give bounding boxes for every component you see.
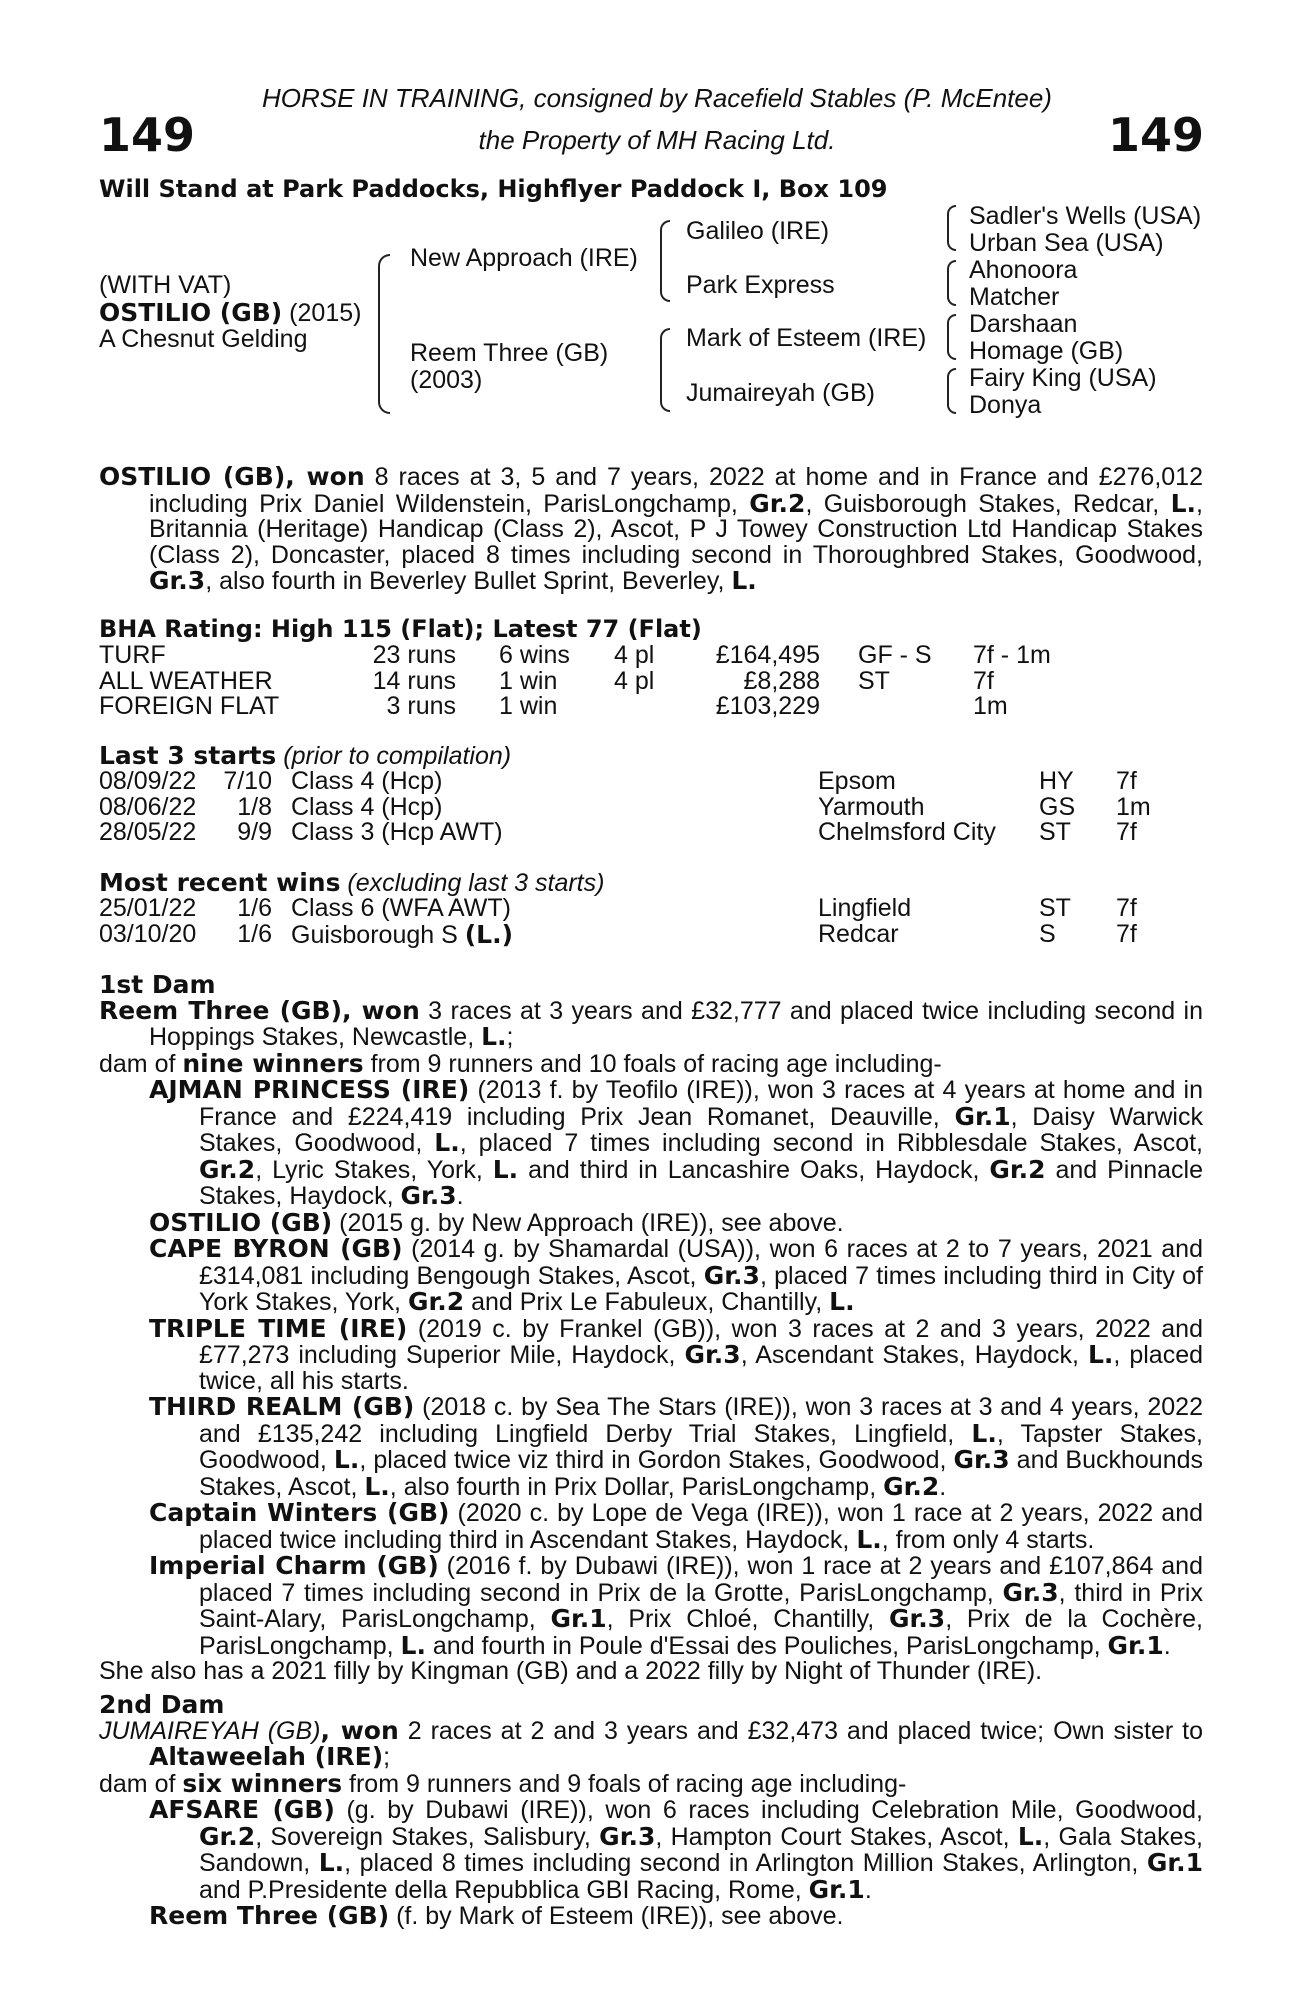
pedigree-dds: Fairy King (USA)	[969, 364, 1157, 392]
text-run: Gr.3	[953, 1445, 1010, 1474]
dam-won: , won	[320, 1715, 399, 1745]
text-run: .	[456, 1182, 464, 1210]
race-class: Guisborough S (L.)	[291, 919, 513, 949]
race-distance: 7f	[1116, 767, 1137, 795]
race-going: ST	[1039, 894, 1071, 922]
race-course: Chelmsford City	[818, 818, 996, 846]
text-run: , Prix de la Cochère, ParisLongchamp,	[199, 1605, 1203, 1660]
text-run: , third in Prix Saint-Alary, ParisLongchamp,	[199, 1578, 1203, 1633]
text-run: (2013 f. by Teofilo (IRE)), won 3 races at 4 years at home and in France and £224,419 including Prix Jean Romanet, Deauville,	[199, 1076, 1203, 1131]
text-run: , from only 4 starts.	[881, 1525, 1095, 1554]
race-class: Class 4 (Hcp)	[291, 767, 443, 795]
text-run: , Daisy Warwick Stakes, Goodwood,	[199, 1102, 1203, 1157]
race-class: Class 3 (Hcp AWT)	[291, 818, 503, 846]
progeny-name: THIRD REALM (GB)	[149, 1392, 415, 1421]
pedigree-ssd: Urban Sea (USA)	[969, 229, 1164, 257]
stand-location: Will Stand at Park Paddocks, Highflyer Paddock I, Box 109	[99, 175, 888, 203]
race-date: 25/01/22	[99, 894, 197, 922]
rating-going: GF - S	[858, 641, 932, 669]
pedigree-sss: Sadler's Wells (USA)	[969, 202, 1202, 230]
summary-text: , also fourth in Beverley Bullet Sprint, Beverley,	[205, 567, 732, 595]
property-line: the Property of MH Racing Ltd.	[478, 125, 836, 155]
last3-title: Last 3 starts	[99, 741, 277, 770]
rating-placed: 4 pl	[614, 641, 655, 669]
pedigree-ddd: Donya	[969, 391, 1042, 419]
progeny-entry	[99, 1500, 1203, 1553]
rating-surface: TURF	[99, 641, 166, 669]
text-run: .	[939, 1472, 947, 1501]
race-class: Class 6 (WFA AWT)	[291, 894, 511, 922]
text-run: (2014 g. by Shamardal (USA)), won 6 races at 2 to 7 years, 2021 and £314,081 including Bengough Stakes, Ascot,	[199, 1235, 1203, 1290]
race-course: Redcar	[818, 919, 899, 948]
text-run: Gr.1	[808, 1874, 865, 1904]
race-course: Yarmouth	[818, 792, 925, 821]
text-run: and P.Presidente della Repubblica GBI Racing, Rome,	[199, 1875, 809, 1904]
pedigree-dss: Darshaan	[969, 310, 1078, 338]
text-run: L.	[829, 1287, 855, 1316]
text-run: Gr.3	[400, 1181, 457, 1210]
progeny-entry	[99, 1394, 1203, 1500]
race-distance: 1m	[1116, 792, 1151, 821]
text-run: L.	[333, 1445, 360, 1474]
second-dam-section	[99, 1692, 1203, 1930]
lot-number-right: 149	[1107, 108, 1204, 162]
race-going: HY	[1039, 767, 1074, 795]
race-position: 1/6	[237, 894, 272, 922]
rating-surface: FOREIGN FLAT	[99, 692, 280, 720]
text-run: Gr.3	[599, 1821, 656, 1851]
first-dam-name: Reem Three (GB), won	[99, 995, 420, 1025]
text-run: , Prix Chloé, Chantilly,	[606, 1605, 889, 1633]
text-run: ;	[383, 1743, 391, 1771]
text-run: Gr.2	[883, 1471, 940, 1501]
dam-text: 3 races at 3 years and £32,777 and placed twice including second in Hoppings Stakes, Newcastle,	[149, 996, 1203, 1051]
summary-text: , Guisborough Stakes, Redcar,	[805, 489, 1171, 518]
text-run: L.	[856, 1524, 882, 1554]
text-run: (2018 c. by Sea The Stars (IRE)), won 3 races at 3 and 4 years, 2022 and £135,242 including Lingfield Derby Trial Stakes, Lingfield,	[199, 1393, 1203, 1448]
progeny-entry	[99, 1207, 1203, 1237]
race-date: 08/06/22	[99, 792, 197, 821]
pedigree-brace-dd	[947, 368, 956, 414]
first-dam-heading: 1st Dam	[99, 970, 216, 999]
text-run: L.	[364, 1471, 390, 1501]
text-run: (2016 f. by Dubawi (IRE)), won 1 race at 2 years and £107,864 and placed 7 times including second in Prix de la Grotte, ParisLongchamp,	[199, 1552, 1203, 1607]
text-run: , placed 8 times including second in Arlington Million Stakes, Arlington,	[344, 1849, 1147, 1877]
race-position: 9/9	[237, 818, 272, 846]
progeny-name: AFSARE (GB)	[149, 1795, 335, 1824]
first-dam-section	[99, 972, 1203, 1685]
pedigree-dam-sire: Mark of Esteem (IRE)	[686, 324, 927, 352]
progeny-entry	[99, 1077, 1203, 1210]
race-going: ST	[1039, 818, 1071, 846]
text-run: Gr.3	[1002, 1577, 1059, 1607]
listed-label: (L.)	[464, 919, 513, 949]
winners-count: nine winners	[182, 1048, 364, 1078]
race-distance: 7f	[1116, 818, 1137, 846]
text-run: L.	[1017, 1821, 1044, 1851]
vat-note: (WITH VAT)	[99, 271, 232, 299]
text-run: L.	[434, 1128, 460, 1157]
progeny-entry	[99, 1903, 1203, 1930]
recent-heading	[99, 870, 604, 897]
pedigree-brace-ss	[947, 205, 956, 251]
progeny-name: TRIPLE TIME (IRE)	[149, 1313, 408, 1343]
summary-text: , Britannia (Heritage) Handicap (Class 2), Ascot, P J Towey Construction Ltd Handicap Stakes (Class 2), Doncaster, placed 8 times including second in Thoroughbred Stakes, Goodwood,	[149, 489, 1203, 569]
progeny-entry	[99, 1313, 1203, 1395]
text-run: from 9 runners and 9 foals of racing age including-	[342, 1769, 907, 1798]
race-date: 03/10/20	[99, 919, 197, 948]
text-run: and Buckhounds Stakes, Ascot,	[199, 1446, 1204, 1501]
pedigree-sire: New Approach (IRE)	[410, 244, 638, 272]
summary-horse-name: OSTILIO (GB)	[99, 462, 286, 491]
progeny-entry	[99, 1236, 1203, 1316]
pedigree-dam: Reem Three (GB)	[410, 339, 609, 367]
text-run: (2020 c. by Lope de Vega (IRE)), won 1 race at 2 years, 2022 and placed twice including third in Ascendant Stakes, Haydock,	[199, 1499, 1204, 1554]
progeny-name: Captain Winters (GB)	[149, 1498, 450, 1527]
rating-prize-money: £103,229	[715, 692, 820, 720]
text-run: (2019 c. by Frankel (GB)), won 3 races at 2 and 3 years, 2022 and £77,273 including Superior Mile, Haydock,	[199, 1314, 1203, 1369]
text-run: .	[864, 1875, 872, 1904]
rating-prize-money: £8,288	[743, 666, 820, 695]
grade-label: Gr.2	[749, 488, 806, 518]
horse-title	[99, 300, 361, 327]
horse-name: OSTILIO (GB)	[99, 298, 283, 327]
text-run: and Prix Le Fabuleux, Chantilly,	[464, 1288, 830, 1316]
sister-name: Altaweelah (IRE)	[149, 1742, 384, 1771]
text-run: (f. by Mark of Esteem (IRE)), see above.	[389, 1902, 844, 1930]
text-run: Gr.1	[954, 1101, 1011, 1131]
race-distance: 7f	[1116, 894, 1137, 922]
text-run: L.	[971, 1418, 997, 1448]
pedigree-sire-sire: Galileo (IRE)	[686, 217, 830, 245]
rating-prize-money: £164,495	[715, 641, 820, 669]
last3-note: (prior to compilation)	[276, 742, 512, 770]
race-position: 1/6	[237, 919, 272, 948]
summary-won: , won	[285, 462, 365, 491]
text-run: Gr.1	[550, 1604, 607, 1633]
pedigree-brace-dam	[660, 328, 670, 412]
text-run: (g. by Dubawi (IRE)), won 6 races including Celebration Mile, Goodwood,	[334, 1796, 1203, 1824]
bha-rating-title: BHA Rating: High 115 (Flat); Latest 77 (Flat)	[99, 615, 702, 643]
rating-distance: 1m	[973, 692, 1008, 720]
text-run: , Lyric Stakes, York,	[255, 1155, 493, 1184]
text-run: L.	[318, 1848, 345, 1877]
also-has-line: She also has a 2021 filly by Kingman (GB) and a 2022 filly by Night of Thunder (IRE).	[99, 1657, 1043, 1685]
text-run: (2015 g. by New Approach (IRE)), see above.	[332, 1208, 844, 1237]
text-run: L.	[400, 1630, 426, 1660]
progeny-entry	[99, 1797, 1203, 1903]
race-position: 7/10	[223, 767, 272, 795]
pedigree-brace-ds	[947, 314, 956, 360]
text-run: Gr.1	[1107, 1630, 1164, 1660]
progeny-name: Imperial Charm (GB)	[149, 1551, 439, 1580]
text-run: Gr.2	[199, 1821, 256, 1851]
text-run: , Sovereign Stakes, Salisbury,	[255, 1822, 600, 1851]
recent-title: Most recent wins	[99, 868, 341, 897]
text-run: and fourth in Poule d'Essai des Pouliches, ParisLongchamp,	[425, 1631, 1108, 1660]
progeny-name: CAPE BYRON (GB)	[149, 1234, 403, 1263]
progeny-name: AJMAN PRINCESS (IRE)	[149, 1075, 470, 1104]
rating-runs: 14 runs	[372, 666, 456, 695]
rating-runs: 23 runs	[372, 641, 456, 669]
race-going: S	[1039, 919, 1056, 948]
rating-placed: 4 pl	[614, 666, 655, 695]
consignor-line: HORSE IN TRAINING, consigned by Racefield Stables (P. McEntee)	[262, 83, 1052, 113]
text-run: Gr.2	[989, 1154, 1046, 1184]
dam-text: ;	[506, 1023, 514, 1051]
listed-label: L.	[1170, 488, 1197, 518]
text-run: , placed 7 times including third in City of York Stakes, York,	[199, 1261, 1203, 1316]
progeny-name: Reem Three (GB)	[149, 1901, 390, 1930]
second-dam-heading: 2nd Dam	[99, 1690, 225, 1719]
race-class: Class 4 (Hcp)	[291, 792, 443, 821]
race-going: GS	[1039, 792, 1076, 821]
horse-description: A Chesnut Gelding	[99, 325, 308, 353]
dam-text: dam of	[99, 1049, 183, 1078]
text-run: Gr.2	[199, 1154, 256, 1184]
text-run: , Gala Stakes, Sandown,	[199, 1822, 1203, 1877]
pedigree-dam-dam: Jumaireyah (GB)	[686, 379, 875, 407]
text-run: Gr.2	[407, 1287, 465, 1316]
text-run: , Tapster Stakes, Goodwood,	[199, 1419, 1203, 1474]
text-run: , placed 7 times including second in Ribblesdale Stakes, Ascot,	[459, 1129, 1203, 1157]
rating-surface: ALL WEATHER	[99, 666, 273, 695]
progeny-name: OSTILIO (GB)	[149, 1207, 333, 1237]
lot-number-left: 149	[99, 108, 196, 162]
text-run: , Hampton Court Stakes, Ascot,	[655, 1822, 1018, 1851]
last3-heading	[99, 743, 511, 770]
text-run: , placed twice, all his starts.	[199, 1341, 1203, 1395]
text-run: Gr.3	[684, 1340, 741, 1369]
rating-wins: 1 win	[499, 666, 558, 695]
race-distance: 7f	[1116, 919, 1137, 948]
grade-label: Gr.3	[149, 566, 206, 595]
text-run: , placed twice viz third in Gordon Stakes, Goodwood,	[359, 1446, 954, 1474]
text-run: , Ascendant Stakes, Haydock,	[740, 1341, 1088, 1369]
dam-text: from 9 runners and 10 foals of racing age including-	[363, 1049, 942, 1078]
text-run: Gr.3	[889, 1604, 946, 1633]
rating-distance: 7f - 1m	[973, 641, 1051, 669]
text-run: .	[1163, 1631, 1171, 1660]
text-run: L.	[492, 1154, 519, 1184]
rating-wins: 6 wins	[499, 641, 570, 669]
race-course: Epsom	[818, 767, 896, 795]
text-run: Gr.1	[1146, 1848, 1204, 1877]
text-run: 2 races at 2 and 3 years and £32,473 and placed twice; Own sister to	[398, 1716, 1203, 1745]
rating-wins: 1 win	[499, 692, 558, 720]
summary-text: 8 races at 3, 5 and 7 years, 2022 at home and in France and £276,012 including Prix Daniel Wildenstein, ParisLongchamp,	[149, 463, 1203, 518]
pedigree-brace-sd	[947, 260, 956, 306]
rating-runs: 3 runs	[386, 692, 456, 720]
rating-distance: 7f	[973, 666, 994, 695]
pedigree-dam-year: (2003)	[410, 366, 483, 394]
rating-going: ST	[858, 666, 890, 695]
winners-count: six winners	[182, 1768, 343, 1798]
pedigree-brace-gen1	[378, 254, 390, 414]
second-dam-name: JUMAIREYAH (GB)	[99, 1716, 321, 1745]
text-run: dam of	[99, 1769, 183, 1798]
pedigree-brace-sire	[660, 220, 670, 302]
recent-note: (excluding last 3 starts)	[340, 869, 605, 897]
race-date: 28/05/22	[99, 818, 197, 846]
race-date: 08/09/22	[99, 767, 197, 795]
text-run: and third in Lancashire Oaks, Haydock,	[518, 1155, 990, 1184]
progeny-entry	[99, 1553, 1203, 1659]
text-run: , also fourth in Prix Dollar, ParisLongchamp,	[389, 1472, 884, 1501]
text-run: L.	[1087, 1340, 1114, 1369]
pedigree-sdd: Matcher	[969, 283, 1060, 311]
text-run: Gr.3	[703, 1260, 760, 1290]
text-run: and Pinnacle Stakes, Haydock,	[199, 1155, 1203, 1210]
listed-label: L.	[731, 566, 757, 595]
pedigree-sire-dam: Park Express	[686, 271, 835, 299]
listed-label: L.	[481, 1022, 507, 1051]
race-record-summary	[99, 464, 1203, 595]
pedigree-sds: Ahonoora	[969, 256, 1078, 284]
race-course: Lingfield	[818, 894, 912, 922]
pedigree-dsd: Homage (GB)	[969, 337, 1124, 365]
horse-year: (2015)	[282, 299, 362, 327]
race-position: 1/8	[237, 792, 272, 821]
